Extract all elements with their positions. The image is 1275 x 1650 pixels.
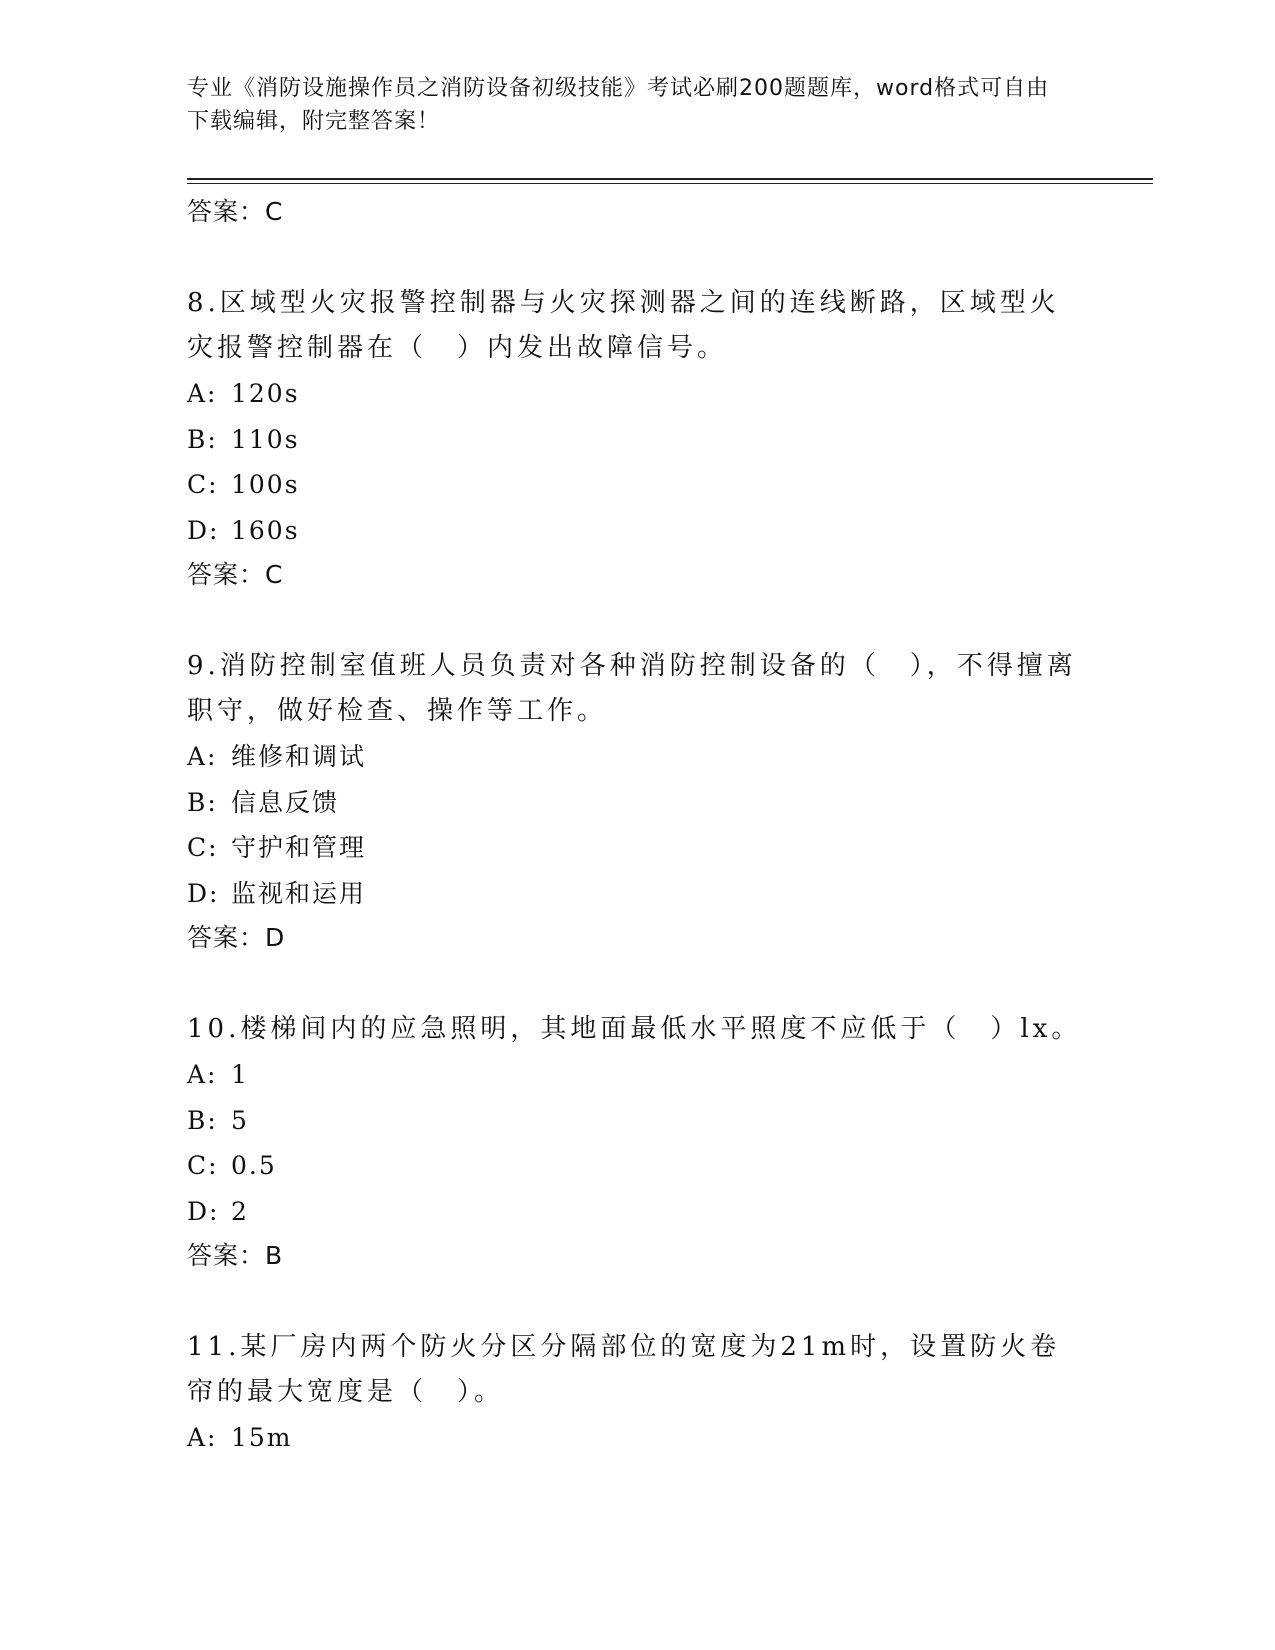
option-a (187, 371, 1087, 417)
option-b (187, 780, 1087, 826)
question-text: 10.楼梯间内的应急照明，其地面最低水平照度不应低于（ ）lx。 (187, 1014, 1082, 1044)
option-text: 160s (231, 515, 300, 545)
question-item (187, 1325, 1087, 1461)
question-item (187, 644, 1087, 960)
header-divider-thin (187, 183, 1153, 184)
option-letter: D: (187, 878, 220, 908)
option-text: 守护和管理 (231, 833, 367, 862)
question-text: 8.区域型火灾报警控制器与火灾探测器之间的连线断路，区域型火灾报警控制器在（ ）内发出故障信号。 (187, 288, 1060, 363)
option-text: 0.5 (231, 1151, 277, 1180)
option-c (187, 825, 1087, 871)
option-text: 120s (231, 379, 300, 408)
option-letter: C: (187, 470, 219, 499)
option-text: 100s (231, 470, 300, 499)
option-a (187, 1415, 1087, 1461)
option-b (187, 417, 1087, 463)
option-text: 信息反馈 (231, 787, 340, 817)
option-d (187, 871, 1087, 917)
option-text: 110s (231, 424, 300, 454)
option-text: 监视和运用 (231, 878, 367, 908)
option-letter: A: (187, 742, 218, 771)
option-letter: B: (187, 424, 218, 454)
answer-line: 答案：B (187, 1241, 284, 1270)
option-letter: A: (187, 1060, 218, 1089)
option-a (187, 734, 1087, 780)
question-item (187, 1007, 1087, 1278)
option-text: 维修和调试 (231, 742, 367, 771)
question-text: 9.消防控制室值班人员负责对各种消防控制设备的（ ），不得擅离职守，做好检查、操作等工作。 (187, 651, 1077, 726)
option-a (187, 1052, 1087, 1098)
page-header: 专业《消防设施操作员之消防设备初级技能》考试必刷200题题库，word格式可自由下载编辑，附完整答案！ (187, 76, 1050, 134)
option-b (187, 1098, 1087, 1144)
option-letter: B: (187, 787, 218, 817)
option-c (187, 462, 1087, 508)
option-letter: C: (187, 1151, 219, 1180)
answer-line: 答案：D (187, 923, 286, 952)
option-letter: D: (187, 515, 220, 545)
option-letter: A: (187, 1423, 218, 1452)
option-text: 15m (231, 1423, 293, 1452)
question-list (187, 190, 1087, 1461)
option-letter: C: (187, 833, 219, 862)
option-c (187, 1143, 1087, 1189)
question-text: 11.某厂房内两个防火分区分隔部位的宽度为21m时，设置防火卷帘的最大宽度是（ ）。 (187, 1332, 1061, 1407)
option-letter: A: (187, 379, 218, 408)
question-item (187, 281, 1087, 597)
option-text: 1 (231, 1060, 249, 1089)
answer-line: 答案：C (187, 197, 284, 226)
option-text: 2 (231, 1196, 249, 1226)
header-divider-thick (187, 178, 1153, 180)
option-text: 5 (231, 1105, 249, 1135)
option-letter: D: (187, 1196, 220, 1226)
answer-line: 答案：C (187, 560, 284, 589)
option-letter: B: (187, 1105, 218, 1135)
option-d (187, 1189, 1087, 1235)
option-d (187, 508, 1087, 554)
